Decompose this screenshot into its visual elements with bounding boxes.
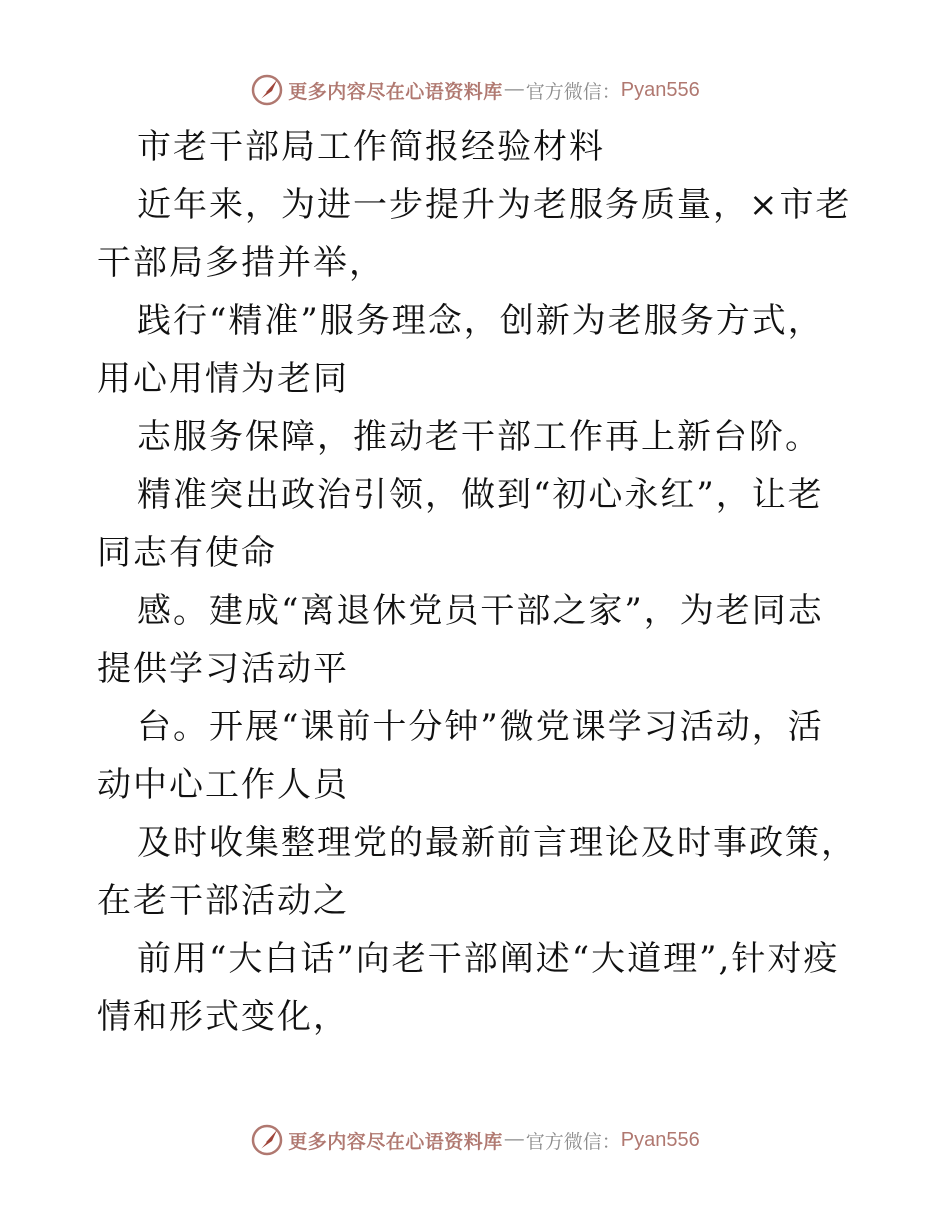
paragraph: 前用“大白话”向老干部阐述“大道理”,针对疫情和形式变化， xyxy=(97,939,840,1037)
document-title: 市老干部局工作简报经验材料 xyxy=(137,127,605,167)
paragraph: 精准突出政治引领，做到“初心永红”，让老同志有使命 xyxy=(97,475,824,573)
paragraph: 践行“精准”服务理念，创新为老服务方式，用心用情为老同 xyxy=(97,301,824,399)
banner-wechat-id: Pyan556 xyxy=(620,78,700,101)
paragraph: 及时收集整理党的最新前言理论及时事政策，在老干部活动之 xyxy=(97,823,857,921)
banner-dash: — xyxy=(504,1129,524,1150)
document-body xyxy=(97,118,857,1046)
banner-brand: 更多内容尽在心语资料库 xyxy=(288,1130,503,1153)
banner-wechat-label: 官方微信： xyxy=(525,80,621,103)
banner-brand: 更多内容尽在心语资料库 xyxy=(288,80,503,103)
paragraph: 近年来，为进一步提升为老服务质量，×市老干部局多措并举， xyxy=(97,185,852,283)
banner-wechat-label: 官方微信： xyxy=(525,1130,621,1153)
feather-pen-logo-icon xyxy=(250,1123,284,1157)
paragraph: 台。开展“课前十分钟”微党课学习活动，活动中心工作人员 xyxy=(97,707,824,805)
banner-wechat-id: Pyan556 xyxy=(620,1128,700,1151)
paragraph: 志服务保障，推动老干部工作再上新台阶。 xyxy=(137,417,821,457)
footer-banner xyxy=(0,1120,950,1160)
header-banner xyxy=(0,70,950,110)
feather-pen-logo-icon xyxy=(250,73,284,107)
banner-dash: — xyxy=(504,79,524,100)
paragraph: 感。建成“离退休党员干部之家”，为老同志提供学习活动平 xyxy=(97,591,824,689)
